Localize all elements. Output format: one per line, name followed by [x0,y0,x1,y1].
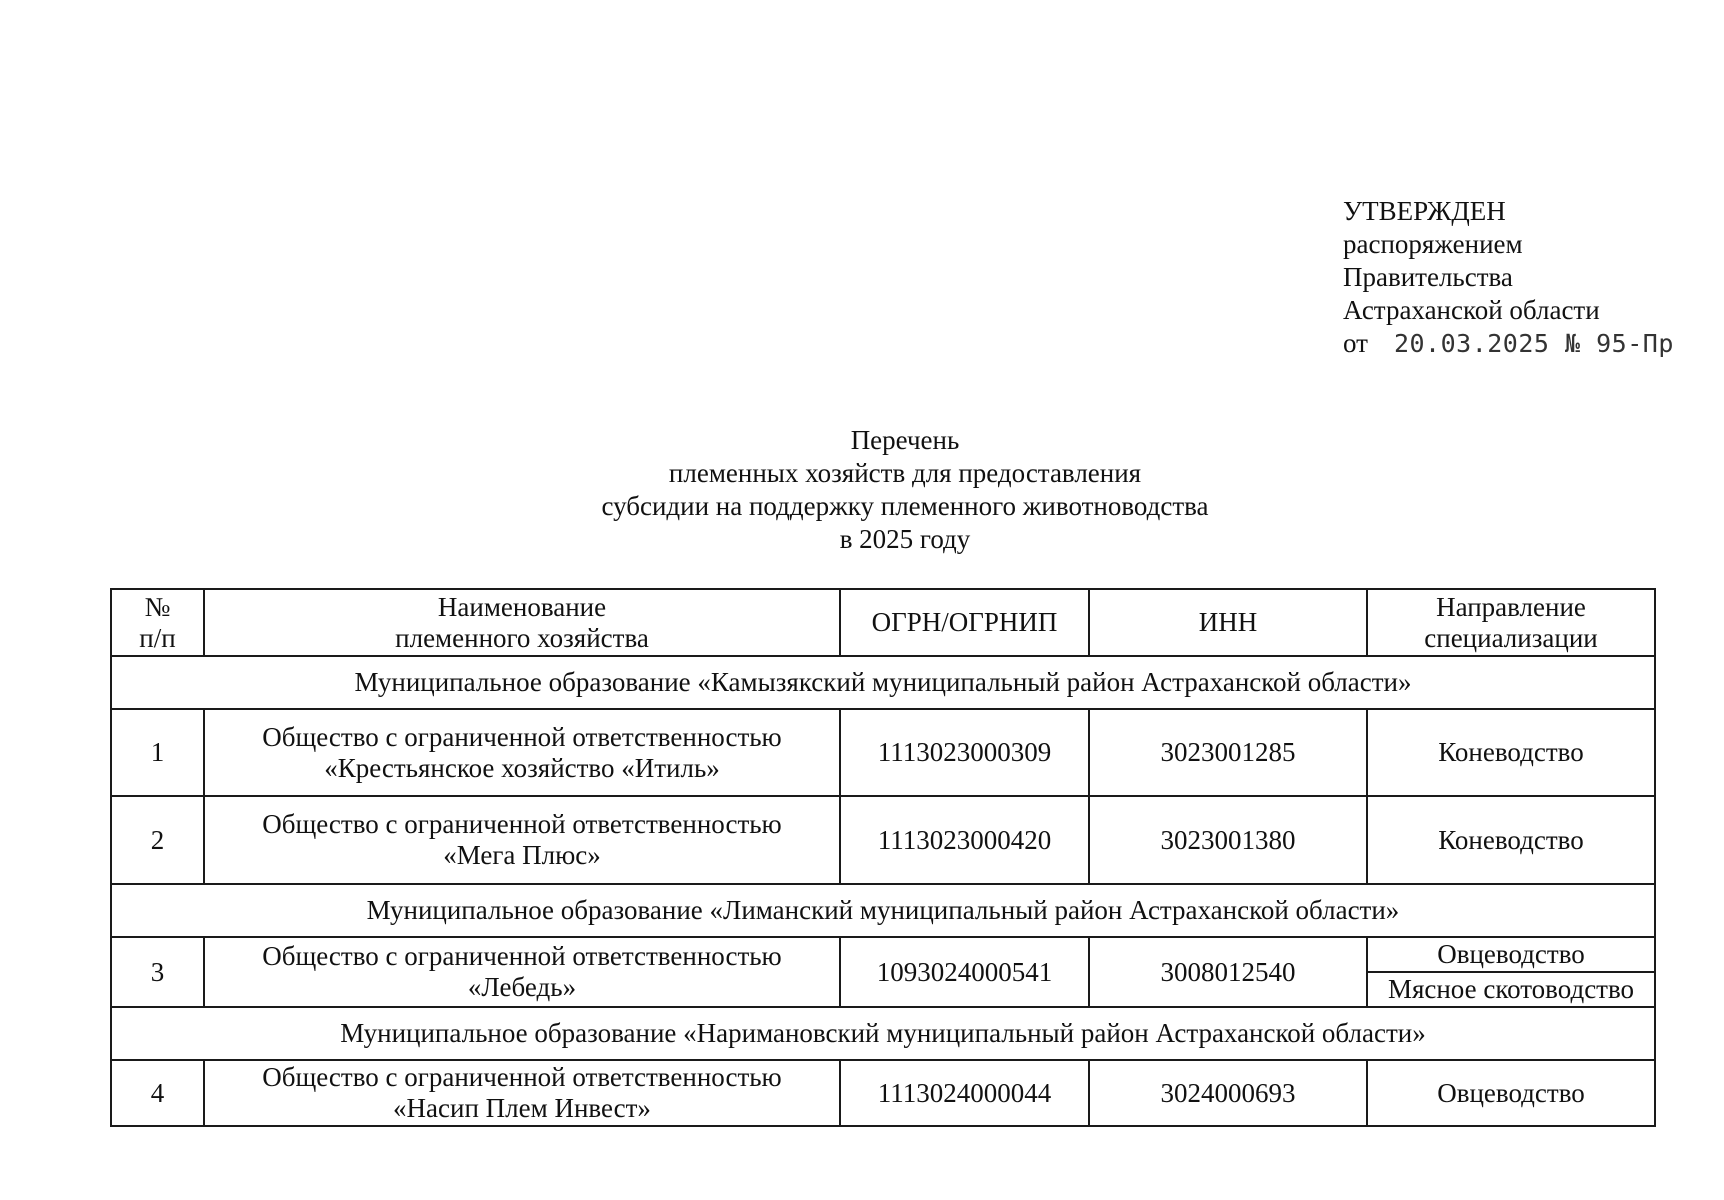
table-row [111,937,1655,972]
approval-title: УТВЕРЖДЕН [1343,196,1506,226]
row-number: 4 [111,1060,204,1126]
table-row [111,796,1655,884]
farm-name-line-2: «Лебедь» [467,972,577,1002]
approval-line-region: Астраханской области [1343,295,1600,325]
approval-date-row [1343,327,1674,360]
row-farm-name [204,796,840,884]
row-specialization: Мясное скотоводство [1367,972,1655,1007]
header-spec-line-1: Направление [1436,591,1586,622]
row-number: 2 [111,796,204,884]
farm-name-line-1: Общество с ограниченной ответственностью [262,721,782,752]
row-ogrn: 1113023000420 [840,796,1089,884]
approval-line-government: Правительства [1343,262,1513,292]
table-row [111,709,1655,796]
approval-date-stamp: 20.03.2025 № 95-Пр [1393,329,1674,358]
row-ogrn: 1093024000541 [840,937,1089,1007]
row-specialization: Овцеводство [1367,937,1655,972]
section-title: Муниципальное образование «Лиманский муниципальный район Астраханской области» [111,884,1655,937]
row-specialization: Коневодство [1367,709,1655,796]
section-row-kamyzyak [111,656,1655,709]
farm-name-line-1: Общество с ограниченной ответственностью [262,809,782,839]
section-row-limansky [111,884,1655,937]
row-ogrn: 1113024000044 [840,1060,1089,1126]
row-specialization: Овцеводство [1367,1060,1655,1126]
row-farm-name [204,1060,840,1126]
approval-block [1343,195,1674,360]
row-farm-name [204,937,840,1007]
section-title: Муниципальное образование «Камызякский муниципальный район Астраханской области» [111,656,1655,709]
row-inn: 3023001285 [1089,709,1367,796]
title-line-3: субсидии на поддержку племенного животноводства [601,491,1209,521]
header-specialization [1367,589,1655,656]
row-number: 1 [111,709,204,796]
section-title: Муниципальное образование «Наримановский муниципальный район Астраханской области» [111,1007,1655,1060]
section-row-narimanovsky [111,1007,1655,1060]
farms-table [110,588,1656,1127]
row-inn: 3023001380 [1089,796,1367,884]
farm-name-line-1: Общество с ограниченной ответственностью [262,941,782,971]
title-line-1: Перечень [850,425,960,455]
header-number-line-1: № [144,591,171,622]
approval-date-prefix: от [1343,328,1368,358]
table-row [111,1060,1655,1126]
header-name [204,589,840,656]
header-spec-line-2: специализации [1424,622,1598,653]
row-specialization: Коневодство [1367,796,1655,884]
farm-name-line-2: «Насип Плем Инвест» [393,1093,651,1123]
farm-name-line-2: «Крестьянское хозяйство «Итиль» [324,752,720,783]
header-ogrn: ОГРН/ОГРНИП [840,589,1089,656]
row-ogrn: 1113023000309 [840,709,1089,796]
farm-name-line-2: «Мега Плюс» [443,840,601,870]
header-name-line-2: племенного хозяйства [395,622,649,653]
row-farm-name [204,709,840,796]
row-number: 3 [111,937,204,1007]
header-number-line-2: п/п [139,622,176,653]
document-title [0,424,1724,556]
header-inn: ИНН [1089,589,1367,656]
table-header-row [111,589,1655,656]
header-name-line-1: Наименование [437,591,607,622]
title-line-2: племенных хозяйств для предоставления [668,458,1142,488]
row-inn: 3024000693 [1089,1060,1367,1126]
header-number [111,589,204,656]
title-line-4: в 2025 году [839,524,971,554]
approval-line-order: распоряжением [1343,229,1523,259]
farm-name-line-1: Общество с ограниченной ответственностью [262,1062,782,1092]
row-inn: 3008012540 [1089,937,1367,1007]
